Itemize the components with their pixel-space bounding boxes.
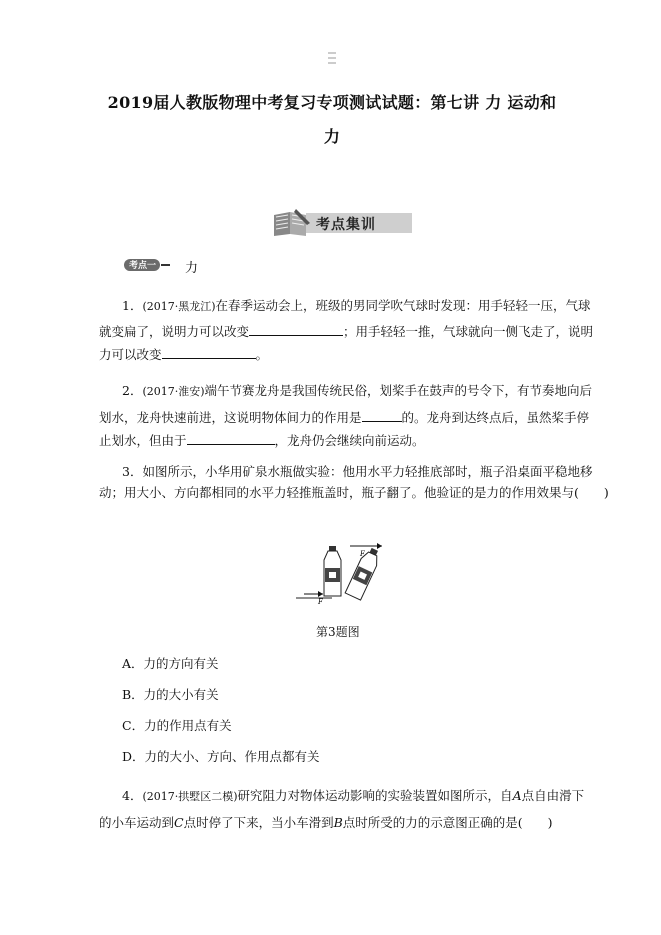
q4-line1: 4．(2017·拱墅区二模)研究阻力对物体运动影响的实验装置如图所示，自A点自由滑下 bbox=[122, 788, 585, 803]
q2-line2: 划水，龙舟快速前进，这说明物体间力的作用是 的。龙舟到达终点后，虽然桨手停 bbox=[99, 410, 590, 425]
q3-option-d[interactable]: D．力的大小、方向、作用点都有关 bbox=[122, 749, 320, 764]
document-title-line1: 2019届人教版物理中考复习专项测试试题：第七讲 力 运动和 bbox=[107, 93, 557, 112]
force-label-bottom: F bbox=[318, 598, 323, 606]
q4-line2: 的小车运动到C点时停了下来，当小车滑到B点时所受的力的示意图正确的是( ) bbox=[99, 815, 553, 830]
q2-line3: 止划水，但由于 ，龙舟仍会继续向前运动。 bbox=[99, 433, 425, 448]
q1-blank-2[interactable] bbox=[162, 346, 256, 359]
q2-blank-2[interactable] bbox=[187, 432, 275, 445]
q3-line1: 3．如图所示，小华用矿泉水瓶做实验：他用水平力轻推底部时，瓶子沿桌面平稳地移 bbox=[122, 464, 593, 479]
kaodian-badge-text: 考点一 bbox=[129, 261, 157, 271]
q3-option-b[interactable]: B．力的大小有关 bbox=[122, 687, 219, 702]
q1-line3: 力可以改变 。 bbox=[99, 347, 269, 362]
kaodian-badge bbox=[124, 259, 170, 271]
q3-option-a[interactable]: A．力的方向有关 bbox=[122, 656, 219, 671]
q3-line2: 动；用大小、方向都相同的水平力轻推瓶盖时，瓶子翻了。他验证的是力的作用效果与( ) bbox=[99, 485, 609, 500]
document-title-line2: 力 bbox=[323, 127, 341, 146]
q1-line1: 1．(2017·黑龙江)在春季运动会上，班级的男同学吹气球时发现：用手轻轻一压，气球 bbox=[122, 298, 591, 313]
q3-bottle-figure bbox=[296, 540, 396, 610]
q1-blank-1[interactable] bbox=[249, 323, 343, 336]
banner-label: 考点集训 bbox=[316, 217, 376, 233]
section-banner bbox=[272, 207, 412, 235]
force-arrow-bottom bbox=[304, 591, 323, 597]
header-mark-icon bbox=[326, 50, 338, 68]
q2-blank-1[interactable] bbox=[362, 409, 402, 422]
book-pen-icon bbox=[272, 207, 312, 237]
force-label-top: F bbox=[360, 550, 365, 558]
kaodian-title: 力 bbox=[185, 261, 199, 276]
q3-figure-caption: 第3题图 bbox=[316, 625, 360, 639]
upright-bottle-icon bbox=[324, 546, 341, 596]
force-arrow-top bbox=[350, 543, 382, 549]
q3-option-c[interactable]: C．力的作用点有关 bbox=[122, 718, 232, 733]
q1-line2: 就变扁了，说明力可以改变 ；用手轻轻一推，气球就向一侧飞走了，说明 bbox=[99, 324, 594, 339]
q2-line1: 2．(2017·淮安)端午节赛龙舟是我国传统民俗，划桨手在鼓声的号令下，有节奏地向后 bbox=[122, 383, 593, 398]
